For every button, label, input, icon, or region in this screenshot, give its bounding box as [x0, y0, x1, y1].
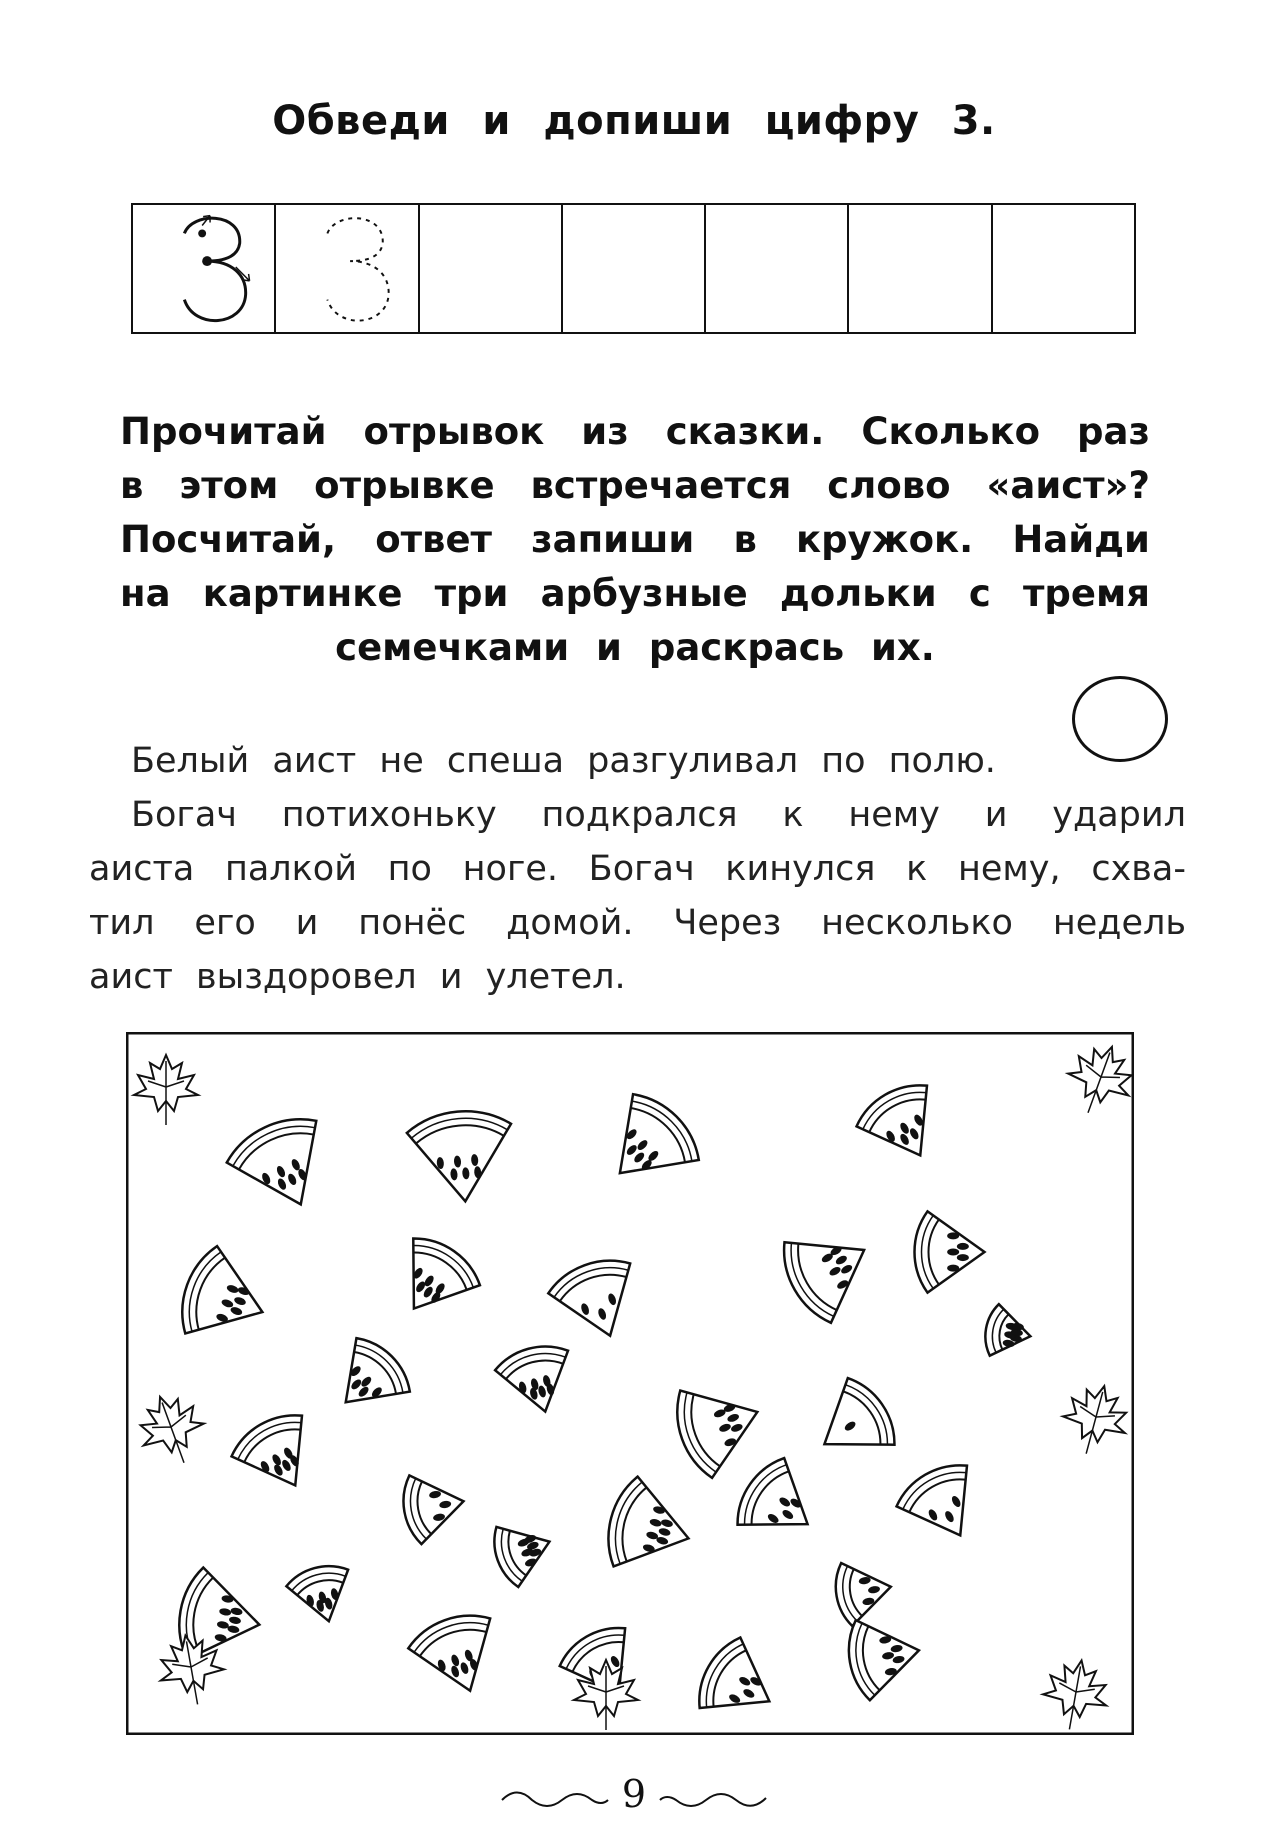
page-number: 9: [621, 1772, 647, 1816]
watermelon-seed: [947, 1249, 959, 1256]
story-line: Белый аист не спеша разгуливал по полю.: [131, 741, 996, 781]
digit-three-dotted: [276, 205, 417, 332]
story-line: аист выздоровел и улетел.: [89, 957, 626, 997]
story-line: тил его и понёс домой. Через несколько недель: [89, 903, 1186, 943]
task-instructions: [120, 405, 1150, 675]
tracing-cell-empty[interactable]: [993, 205, 1134, 332]
wave-ornament-right-icon: [658, 1788, 768, 1808]
tracing-cell-empty[interactable]: [563, 205, 706, 332]
task-line: в этом отрывке встречается слово «аист»?: [120, 464, 1150, 507]
digit-three-sample: [133, 205, 274, 332]
watermelon-seed: [947, 1265, 959, 1272]
story-line: Богач потихоньку подкрался к нему и ударил: [131, 795, 1186, 835]
tracing-cell-sample: [133, 205, 276, 332]
digit-tracing-row: [131, 203, 1136, 334]
watermelon-seed: [957, 1243, 969, 1250]
story-line: аиста палкой по ноге. Богач кинулся к нему, схва-: [89, 849, 1186, 889]
watermelon-seed: [957, 1254, 969, 1261]
tracing-cell-empty[interactable]: [420, 205, 563, 332]
task-line: Прочитай отрывок из сказки. Сколько раз: [120, 410, 1150, 453]
watermelon-seed: [947, 1232, 959, 1239]
tracing-cell-empty[interactable]: [849, 205, 992, 332]
watermelon-picture: [126, 1032, 1134, 1735]
fairy-tale-excerpt: [89, 734, 1186, 1004]
wave-ornament-left-icon: [500, 1788, 610, 1808]
page-number-footer: [0, 1772, 1268, 1816]
page-title: Обведи и допиши цифру 3.: [272, 98, 996, 144]
task-line: Посчитай, ответ запиши в кружок. Найди: [120, 518, 1150, 561]
tracing-cell-empty[interactable]: [706, 205, 849, 332]
task-line: на картинке три арбузные дольки с тремя: [120, 572, 1150, 615]
task-line: семечками и раскрась их.: [335, 626, 935, 669]
tracing-cell-dotted: [276, 205, 419, 332]
